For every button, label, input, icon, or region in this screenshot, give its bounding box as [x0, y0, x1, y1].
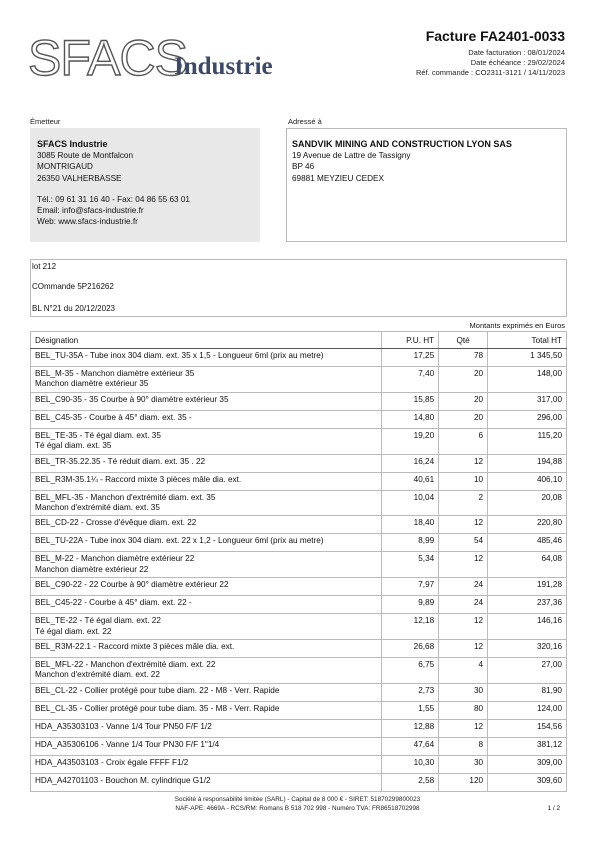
recipient-street: 19 Avenue de Lattre de Tassigny: [292, 151, 411, 161]
designation-line1: HDA_A35303103 - Vanne 1/4 Tour PN50 F/F 1/2: [35, 721, 212, 731]
cell-unit-price: 10,30: [382, 755, 439, 773]
table-row: [31, 658, 567, 684]
cell-designation: [31, 737, 382, 755]
table-row: [31, 516, 567, 534]
cell-designation: [31, 552, 382, 578]
cell-unit-price: 15,85: [382, 392, 439, 410]
cell-unit-price: 1,55: [382, 701, 439, 719]
cell-total: 20,08: [488, 490, 567, 516]
cell-designation: [31, 534, 382, 552]
table-row: [31, 614, 567, 640]
cell-total: 309,60: [488, 773, 567, 791]
table-row: [31, 410, 567, 428]
table-row: [31, 755, 567, 773]
cell-quantity: 30: [439, 755, 488, 773]
cell-quantity: 12: [439, 516, 488, 534]
designation-line1: BEL_C45-35 - Courbe à 45° diam. ext. 35 -: [35, 412, 192, 422]
cell-unit-price: 26,68: [382, 640, 439, 658]
designation-line1: BEL_M-22 - Manchon diamètre extérieur 22: [35, 554, 195, 564]
table-row: [31, 596, 567, 614]
designation-line2: Manchon diamètre extérieur 22: [35, 564, 149, 574]
table-row: [31, 534, 567, 552]
cell-total: 81,90: [488, 683, 567, 701]
issuer-label: Émetteur: [30, 117, 61, 126]
cell-total: 220,80: [488, 516, 567, 534]
issuer-website: Web: www.sfacs-industrie.fr: [37, 217, 138, 227]
cell-unit-price: 6,75: [382, 658, 439, 684]
table-row: [31, 552, 567, 578]
cell-designation: [31, 658, 382, 684]
table-row: [31, 428, 567, 454]
cell-quantity: 120: [439, 773, 488, 791]
table-row: [31, 719, 567, 737]
issuer-email: Email: info@sfacs-industrie.fr: [37, 206, 144, 216]
table-row: [31, 683, 567, 701]
cell-designation: [31, 410, 382, 428]
cell-quantity: 12: [439, 719, 488, 737]
recipient-name: SANDVIK MINING AND CONSTRUCTION LYON SAS: [292, 139, 512, 149]
designation-line1: BEL_TR-35.22.35 - Té réduit diam. ext. 35 . 22: [35, 456, 206, 466]
cell-designation: [31, 755, 382, 773]
cell-designation: [31, 392, 382, 410]
designation-line2: Té égal diam. ext. 22: [35, 626, 112, 636]
designation-line1: HDA_A42701103 - Bouchon M. cylindrique G1/2: [35, 775, 211, 785]
table-row: [31, 737, 567, 755]
table-row: [31, 349, 567, 367]
cell-designation: [31, 428, 382, 454]
cell-total: 1 345,50: [488, 349, 567, 367]
header-unit-price: P.U. HT: [382, 332, 439, 349]
cell-unit-price: 5,34: [382, 552, 439, 578]
cell-unit-price: 12,18: [382, 614, 439, 640]
cell-total: 309,00: [488, 755, 567, 773]
cell-designation: [31, 578, 382, 596]
table-row: [31, 578, 567, 596]
issuer-box: [30, 128, 260, 242]
cell-unit-price: 8,99: [382, 534, 439, 552]
table-row: [31, 367, 567, 393]
cell-quantity: 80: [439, 701, 488, 719]
recipient-address: [292, 139, 512, 184]
header-designation: Désignation: [31, 332, 382, 349]
logo-subtitle: Industrie: [174, 53, 273, 80]
table-row: [31, 392, 567, 410]
cell-total: 191,28: [488, 578, 567, 596]
cell-quantity: 4: [439, 658, 488, 684]
cell-quantity: 12: [439, 552, 488, 578]
cell-total: 148,00: [488, 367, 567, 393]
cell-unit-price: 40,61: [382, 472, 439, 490]
designation-line1: BEL_R3M-22.1 - Raccord mixte 3 pièces mâle dia. ext.: [35, 642, 235, 652]
designation-line1: BEL_TE-35 - Té égal diam. ext. 35: [35, 430, 161, 440]
designation-line1: BEL_TU-22A - Tube inox 304 diam. ext. 22 x 1,2 - Longueur 6ml (prix au metre): [35, 536, 324, 546]
cell-quantity: 10: [439, 472, 488, 490]
header-quantity: Qté: [439, 332, 488, 349]
designation-line2: Manchon diamètre extérieur 35: [35, 379, 149, 389]
lot-note: lot 212: [32, 262, 57, 271]
cell-total: 406,10: [488, 472, 567, 490]
cell-unit-price: 14,80: [382, 410, 439, 428]
cell-designation: [31, 596, 382, 614]
invoice-title: Facture FA2401-0033: [425, 28, 565, 44]
table-row: [31, 454, 567, 472]
cell-quantity: 12: [439, 454, 488, 472]
cell-quantity: 20: [439, 410, 488, 428]
cell-quantity: 20: [439, 392, 488, 410]
invoice-meta: [416, 48, 565, 78]
designation-line2: Té égal diam. ext. 35: [35, 441, 112, 451]
cell-quantity: 20: [439, 367, 488, 393]
designation-line1: BEL_MFL-22 - Manchon d'extrémité diam. ext. 22: [35, 660, 216, 670]
footer: [0, 796, 595, 813]
cell-unit-price: 7,97: [382, 578, 439, 596]
issuer-phone: Tél.: 09 61 31 16 40 - Fax: 04 86 55 63 01: [37, 194, 190, 204]
issuer-address: [37, 139, 190, 227]
cell-total: 317,00: [488, 392, 567, 410]
header-total: Total HT: [488, 332, 567, 349]
cell-total: 154,56: [488, 719, 567, 737]
table-row: [31, 773, 567, 791]
cell-designation: [31, 454, 382, 472]
cell-quantity: 2: [439, 490, 488, 516]
page-number: 1 / 2: [547, 805, 560, 812]
cell-unit-price: 2,73: [382, 683, 439, 701]
cell-unit-price: 12,88: [382, 719, 439, 737]
table-header-row: [31, 332, 567, 349]
issuer-city: 26350 VALHERBASSE: [37, 173, 122, 183]
footer-legal-line1: Société à responsabilité limitée (SARL) - Capital de 8 000 € - SIRET: 51870299800023: [174, 796, 421, 803]
recipient-po-box: BP 46: [292, 162, 315, 172]
cell-unit-price: 9,89: [382, 596, 439, 614]
cell-total: 296,00: [488, 410, 567, 428]
order-note: COmmande 5P216262: [32, 282, 114, 291]
company-logo: [28, 30, 288, 86]
cell-quantity: 12: [439, 640, 488, 658]
cell-total: 237,36: [488, 596, 567, 614]
cell-quantity: 24: [439, 596, 488, 614]
delivery-note: BL N°21 du 20/12/2023: [32, 304, 115, 313]
designation-line1: BEL_R3M-35.1¼ - Raccord mixte 3 pièces mâle dia. ext.: [35, 474, 242, 484]
designation-line1: HDA_A35306106 - Vanne 1/4 Tour PN30 F/F 1"1/4: [35, 739, 220, 749]
table-row: [31, 490, 567, 516]
table-row: [31, 640, 567, 658]
designation-line1: BEL_C90-22 - 22 Courbe à 90° diamètre extérieur 22: [35, 580, 229, 590]
cell-unit-price: 47,64: [382, 737, 439, 755]
cell-quantity: 24: [439, 578, 488, 596]
designation-line1: BEL_TU-35A - Tube inox 304 diam. ext. 35 x 1,5 - Longueur 6ml (prix au metre): [35, 351, 324, 360]
order-reference: Réf. commande : CO2311-3121 / 14/11/2023: [416, 68, 565, 77]
cell-total: 27,00: [488, 658, 567, 684]
recipient-label: Adressé à: [288, 117, 322, 126]
cell-quantity: 54: [439, 534, 488, 552]
cell-designation: [31, 490, 382, 516]
cell-total: 485,46: [488, 534, 567, 552]
recipient-city: 69881 MEYZIEU CEDEX: [292, 173, 384, 183]
cell-unit-price: 10,04: [382, 490, 439, 516]
issuer-street: 3085 Route de Montfalcon: [37, 151, 134, 161]
issuer-name: SFACS Industrie: [37, 139, 108, 149]
designation-line1: BEL_CD-22 - Crosse d'évêque diam. ext. 22: [35, 518, 197, 528]
cell-total: 64,08: [488, 552, 567, 578]
cell-designation: [31, 516, 382, 534]
cell-designation: [31, 614, 382, 640]
cell-quantity: 6: [439, 428, 488, 454]
designation-line1: HDA_A43503103 - Croix égale FFFF F1/2: [35, 757, 189, 767]
designation-line1: BEL_C90-35 - 35 Courbe à 90° diamètre extérieur 35: [35, 394, 229, 404]
cell-quantity: 8: [439, 737, 488, 755]
cell-designation: [31, 683, 382, 701]
cell-designation: [31, 773, 382, 791]
logo-wordmark: SFACS: [28, 30, 187, 86]
cell-unit-price: 17,25: [382, 349, 439, 367]
invoice-lines-table: [30, 331, 567, 792]
cell-unit-price: 18,40: [382, 516, 439, 534]
cell-total: 320,16: [488, 640, 567, 658]
cell-total: 115,20: [488, 428, 567, 454]
designation-line1: BEL_CL-22 - Collier protégé pour tube diam. 22 - M8 - Verr. Rapide: [35, 685, 280, 695]
designation-line1: BEL_CL-35 - Collier protégé pour tube diam. 35 - M8 - Verr. Rapide: [35, 703, 280, 713]
issuer-locality: MONTRIGAUD: [37, 162, 93, 172]
cell-designation: [31, 701, 382, 719]
notes-box: [30, 259, 567, 317]
cell-designation: [31, 349, 382, 367]
cell-total: 194,88: [488, 454, 567, 472]
table-row: [31, 472, 567, 490]
cell-unit-price: 7,40: [382, 367, 439, 393]
recipient-box: [286, 128, 567, 242]
designation-line2: Manchon d'extrémité diam. ext. 35: [35, 503, 160, 513]
cell-total: 124,00: [488, 701, 567, 719]
cell-quantity: 30: [439, 683, 488, 701]
cell-quantity: 12: [439, 614, 488, 640]
cell-designation: [31, 719, 382, 737]
cell-total: 381,12: [488, 737, 567, 755]
due-date: Date échéance : 29/02/2024: [470, 58, 565, 67]
designation-line1: BEL_MFL-35 - Manchon d'extrémité diam. ext. 35: [35, 492, 216, 502]
invoice-date: Date facturation : 08/01/2024: [468, 48, 565, 57]
table-row: [31, 701, 567, 719]
cell-unit-price: 2,58: [382, 773, 439, 791]
cell-unit-price: 19,20: [382, 428, 439, 454]
cell-designation: [31, 472, 382, 490]
cell-quantity: 78: [439, 349, 488, 367]
cell-designation: [31, 640, 382, 658]
designation-line1: BEL_TE-22 - Té égal diam. ext. 22: [35, 616, 161, 626]
cell-unit-price: 16,24: [382, 454, 439, 472]
cell-total: 146,16: [488, 614, 567, 640]
currency-note: Montants exprimés en Euros: [469, 321, 565, 330]
footer-legal-line2: NAF-APE: 4669A - RCS/RM: Romans B 518 702 998 - Numéro TVA: FR86518702998: [175, 804, 420, 812]
designation-line2: Manchon d'extrémité diam. ext. 22: [35, 670, 160, 680]
cell-designation: [31, 367, 382, 393]
designation-line1: BEL_M-35 - Manchon diamètre extérieur 35: [35, 369, 195, 378]
designation-line1: BEL_C45-22 - Courbe à 45° diam. ext. 22 -: [35, 598, 192, 608]
